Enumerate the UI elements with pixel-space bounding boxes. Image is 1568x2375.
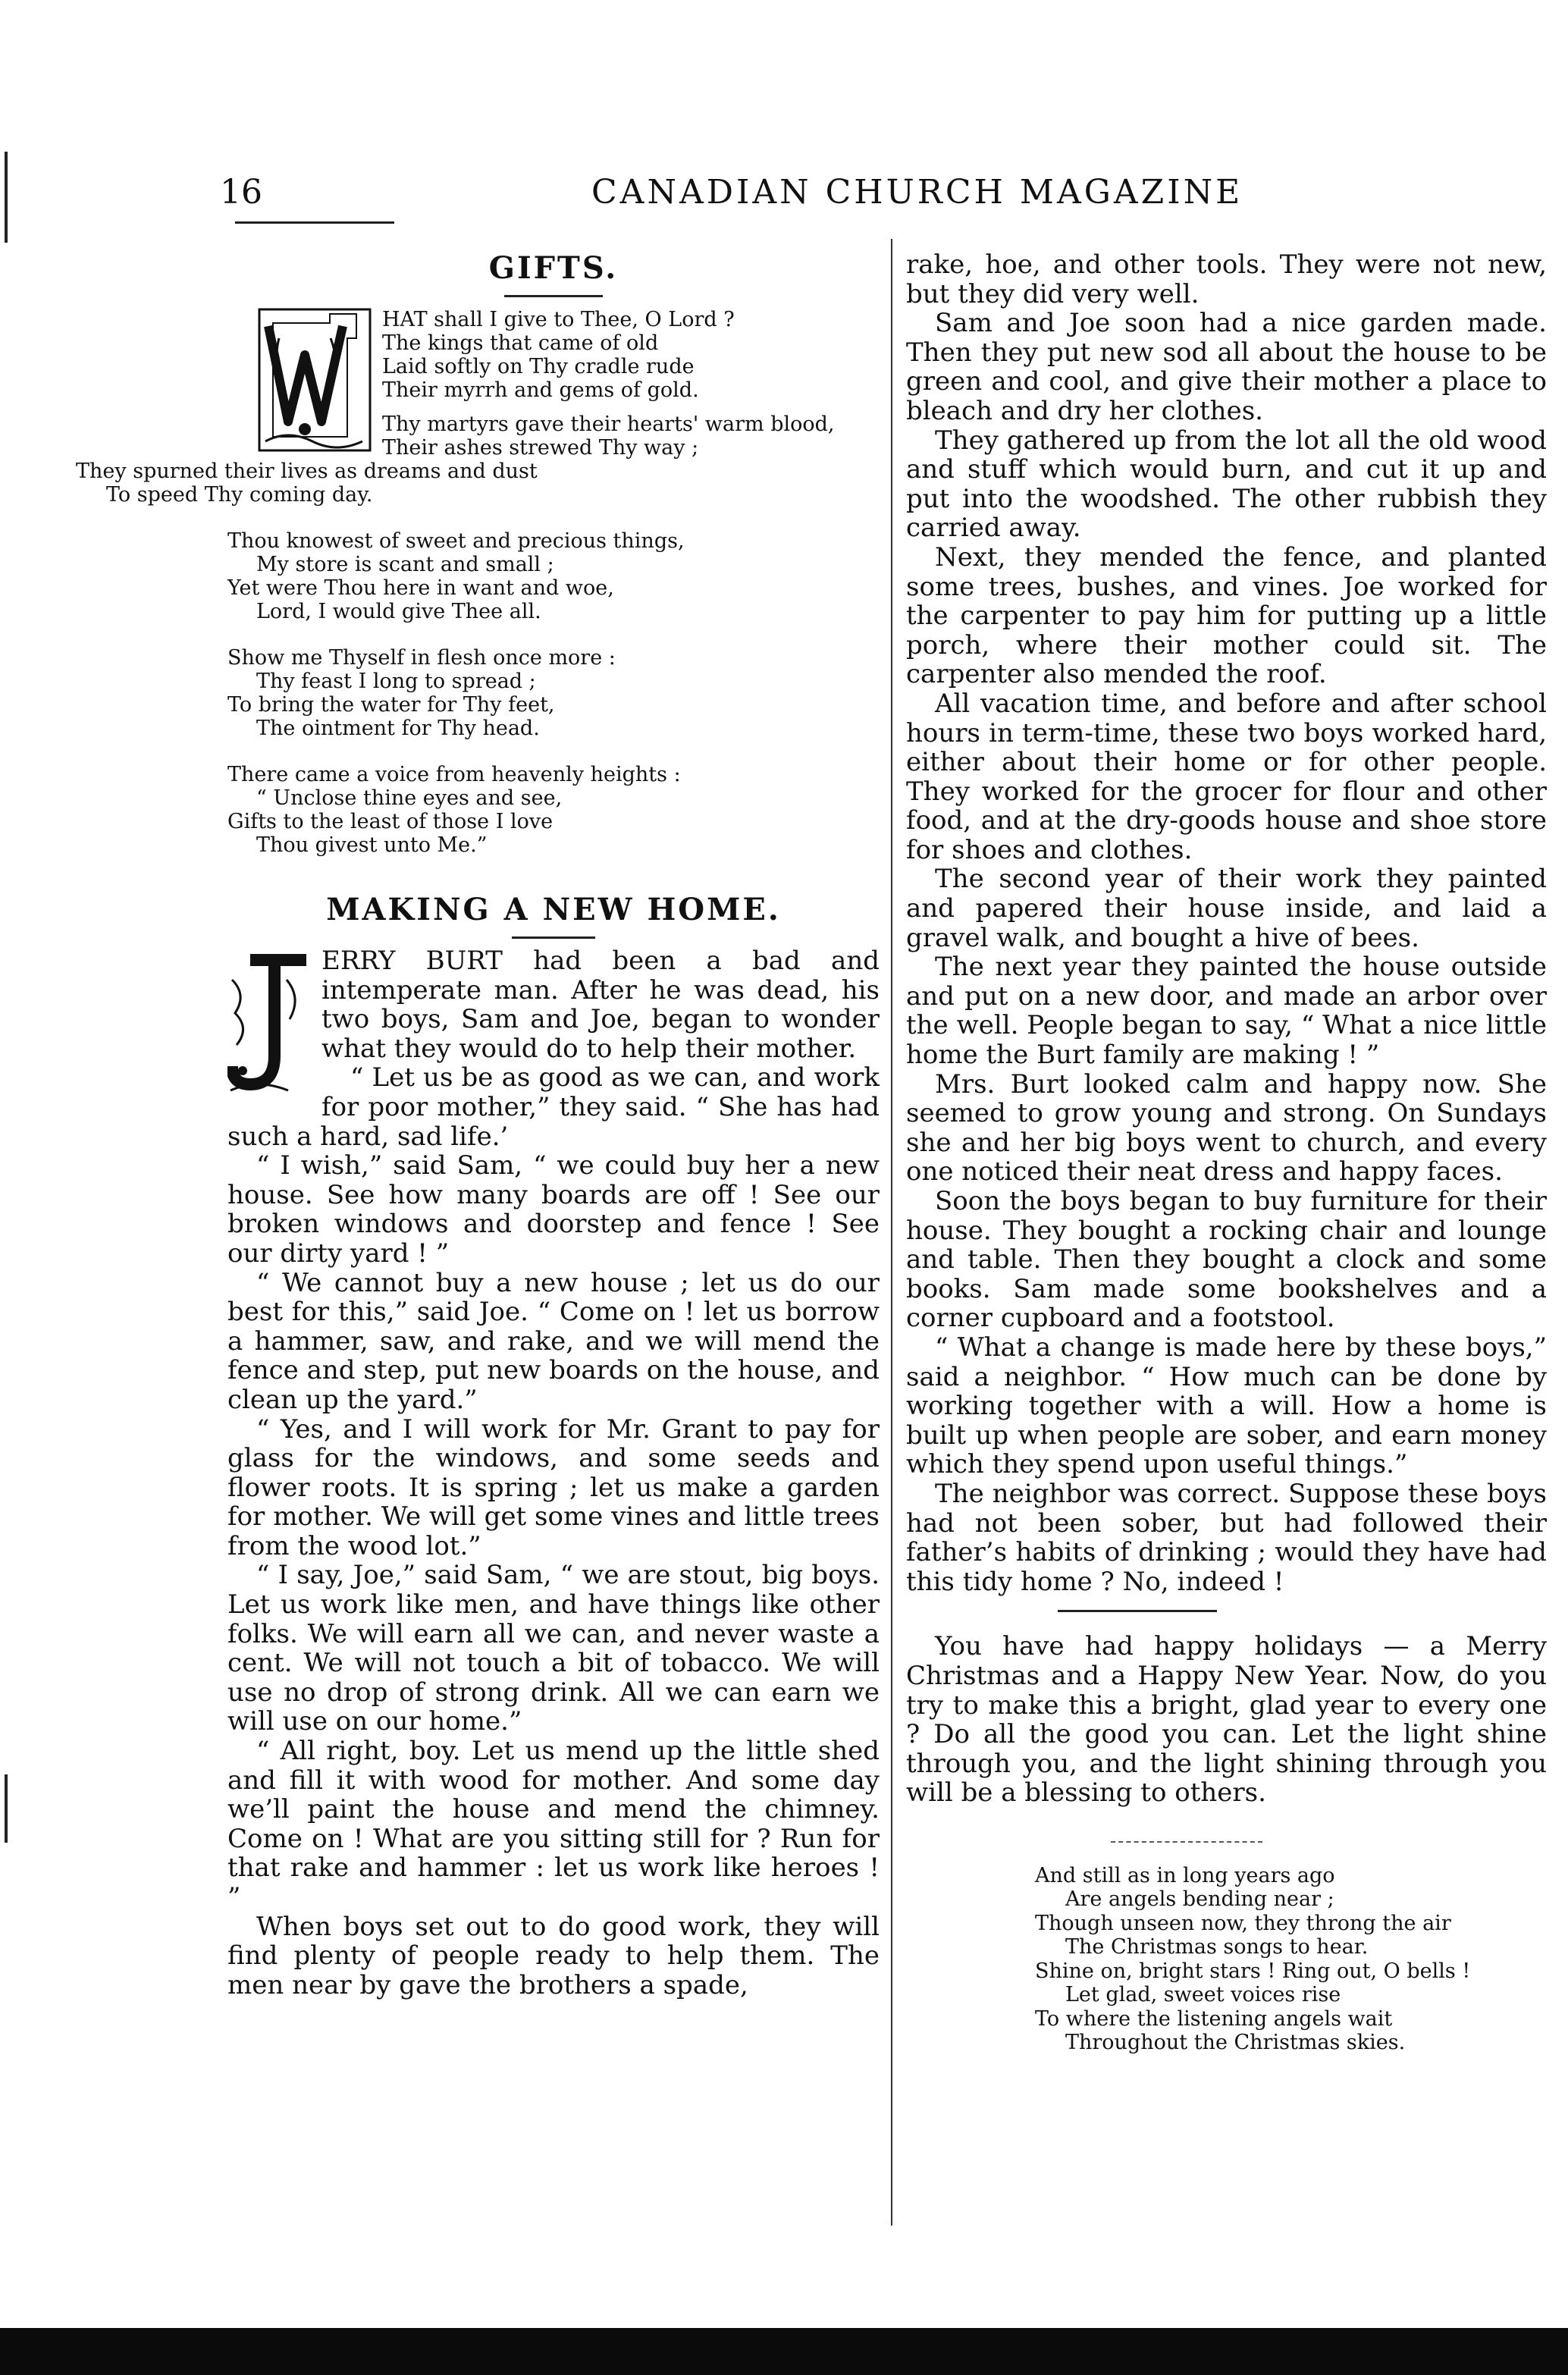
story-paragraph: “ Yes, and I will work for Mr. Grant to pay for glass for the windows, and some seeds and flower roots. It is spring ; let us make a garden for mother. We will get some vines and little trees from the wood lot.” [227, 1413, 880, 1561]
verse-line: Shine on, bright stars ! Ring out, O bells ! [1035, 1959, 1471, 1983]
poem-line: Laid softly on Thy cradle rude [382, 355, 695, 378]
right-column [906, 250, 1547, 2055]
ornamental-dropcap-j [227, 949, 312, 1093]
poem-line: “ Unclose thine eyes and see, [256, 786, 563, 810]
poem-line: Thy feast I long to spread ; [256, 670, 536, 693]
poem-stanza [227, 763, 880, 857]
verse-line: To where the listening angels wait [1035, 2006, 1393, 2031]
story-paragraph: The neighbor was correct. Suppose these boys had not been sober, but had followed their father’s habits of drinking ; would they have had this tidy home ? No, indeed ! [906, 1478, 1547, 1597]
story-paragraph: “ We cannot buy a new house ; let us do our best for this,” said Joe. “ Come on ! let us borrow a hammer, saw, and rake, and we will mend the fence and step, put new boards on the house, and clean up the yard.” [227, 1267, 880, 1415]
poem-line: To bring the water for Thy feet, [227, 693, 555, 717]
story-paragraph: Sam and Joe soon had a nice garden made. Then they put new sod all about the house to be green and cool, and give their mother a place to bleach and dry her clothes. [906, 308, 1547, 426]
ornamental-dropcap-w [258, 308, 372, 452]
poem-title: GIFTS. [488, 250, 619, 286]
story-paragraph: They gathered up from the lot all the old wood and stuff which would burn, and cut it up and put into the woodshed. The other rubbish they carried away. [906, 425, 1547, 544]
poem-line: Thy martyrs gave their hearts' warm blood, [382, 413, 835, 436]
verse-line: And still as in long years ago [1035, 1863, 1335, 1887]
poem-line: Lord, I would give Thee all. [256, 600, 541, 623]
poem-line: Their ashes strewed Thy way ; [382, 436, 699, 460]
christmas-verse [1035, 1864, 1547, 2055]
poem-line: To speed Thy coming day. [106, 483, 373, 507]
story-left-text [227, 946, 880, 2000]
story-paragraph: The second year of their work they painted and papered their house inside, and laid a gravel walk, and bought a hive of bees. [906, 864, 1547, 953]
story-paragraph: All vacation time, and before and after school hours in term-time, these two boys worked hard, either about their home or for other people. They worked for the grocer for flour and other food, and at the dry-goods house and shoe store for shoes and clothes. [906, 688, 1547, 865]
poem-line: Their myrrh and gems of gold. [382, 378, 699, 402]
verse-line: The Christmas songs to hear. [1065, 1935, 1369, 1959]
poem-line: Show me Thyself in flesh once more : [227, 646, 616, 670]
poem-stanza [227, 646, 880, 740]
story-paragraph: “ All right, boy. Let us mend up the little shed and fill it with wood for mother. And some day we’ll paint the house and mend the chimney. Come on ! What are you sitting still for ? Run for that rake and hammer : let us work like heroes ! ” [227, 1736, 880, 1912]
section-rule [1058, 1610, 1217, 1612]
column-divider [891, 239, 892, 2226]
story-paragraph: “ I wish,” said Sam, “ we could buy her a new house. See how many boards are off ! See our broken windows and doorstep and fence ! See our dirty yard ! ” [227, 1150, 880, 1269]
page-header [220, 173, 1554, 218]
header-rule [235, 221, 394, 224]
story-paragraph: “ Let us be as good as we can, and work for poor mother,” they said. “ She has had such a hard, sad life.’ [227, 1062, 880, 1152]
verse-line: Are angels bending near ; [1065, 1887, 1334, 1912]
story-paragraph: “ What a change is made here by these boys,” said a neighbor. “ How much can be done by working together with a will. How a home is built up when people are sober, and earn money which they spend upon useful things.” [906, 1332, 1547, 1480]
verse-line: Though unseen now, they throng the air [1035, 1911, 1451, 1935]
story-paragraph: “ I say, Joe,” said Sam, “ we are stout, big boys. Let us work like men, and have things like other folks. We will earn all we can, and never waste a cent. We will not touch a bit of tobacco. We will use no drop of strong drink. All we can earn we will use on our home.” [227, 1560, 880, 1737]
poem-line: They spurned their lives as dreams and dust [76, 460, 538, 483]
story-paragraph: Mrs. Burt looked calm and happy now. She seemed to grow young and strong. On Sundays she and her big boys went to church, and every one noticed their neat dress and happy faces. [906, 1068, 1547, 1188]
story-paragraph: rake, hoe, and other tools. They were not new, but they did very well. [906, 249, 1547, 309]
verse-line: Let glad, sweet voices rise [1065, 1983, 1341, 2007]
story-paragraph: The next year they painted the house outside and put on a new door, and made an arbor over the well. People began to say, “ What a nice little home the Burt family are making ! ” [906, 952, 1547, 1071]
story-right-text [906, 250, 1547, 1596]
dotted-rule [1111, 1841, 1262, 1843]
closing-note [906, 1632, 1547, 1808]
poem-line: My store is scant and small ; [256, 553, 554, 576]
title-rule [512, 937, 595, 939]
poem-line: The kings that came of old [382, 331, 659, 355]
poem-gifts [76, 308, 880, 857]
scan-margin-mark [5, 152, 8, 243]
poem-line: Yet were Thou here in want and woe, [227, 576, 614, 600]
running-title: CANADIAN CHURCH MAGAZINE [591, 173, 1243, 212]
poem-stanza [227, 529, 880, 623]
poem-line: The ointment for Thy head. [256, 717, 540, 740]
poem-line: Thou knowest of sweet and precious things, [227, 529, 685, 553]
story-paragraph: Soon the boys began to buy furniture for their house. They bought a rocking chair and lounge and table. Then they bought a clock and some books. Sam made some bookshelves and a corner cupboard and a footstool. [906, 1186, 1547, 1334]
poem-line: Gifts to the least of those I love [227, 810, 554, 833]
left-column [76, 250, 880, 2000]
poem-line: HAT shall I give to Thee, O Lord ? [382, 308, 735, 331]
scan-margin-mark [5, 1774, 8, 1843]
story-paragraph: When boys set out to do good work, they will find plenty of people ready to help them. The men near by gave the brothers a spade, [227, 1911, 880, 2000]
verse-line: Throughout the Christmas skies. [1065, 2031, 1406, 2055]
poem-line: Thou givest unto Me.” [256, 833, 488, 857]
title-rule [504, 295, 603, 297]
closing-paragraph: You have had happy holidays — a Merry Christmas and a Happy New Year. Now, do you try to make this a bright, glad year to every one ? Do all the good you can. Let the light shine through you, and the light shining through you will be a blessing to others. [906, 1631, 1547, 1809]
story-title: MAKING A NEW HOME. [326, 892, 781, 927]
scan-bottom-band [0, 2328, 1568, 2375]
dropcap-w-ornament [258, 308, 372, 452]
story-paragraph: ERRY BURT had been a bad and intemperate man. After he was dead, his two boys, Sam and Joe, began to wonder what they would do to help their mother. [321, 946, 880, 1064]
page-number: 16 [220, 173, 262, 212]
poem-line: There came a voice from heavenly heights : [227, 763, 681, 786]
dropcap-j-ornament [227, 949, 312, 1093]
story-paragraph: Next, they mended the fence, and planted some trees, bushes, and vines. Joe worked for the carpenter to pay him for putting up a little porch, where their mother could sit. The carpenter also mended the roof. [906, 541, 1547, 690]
